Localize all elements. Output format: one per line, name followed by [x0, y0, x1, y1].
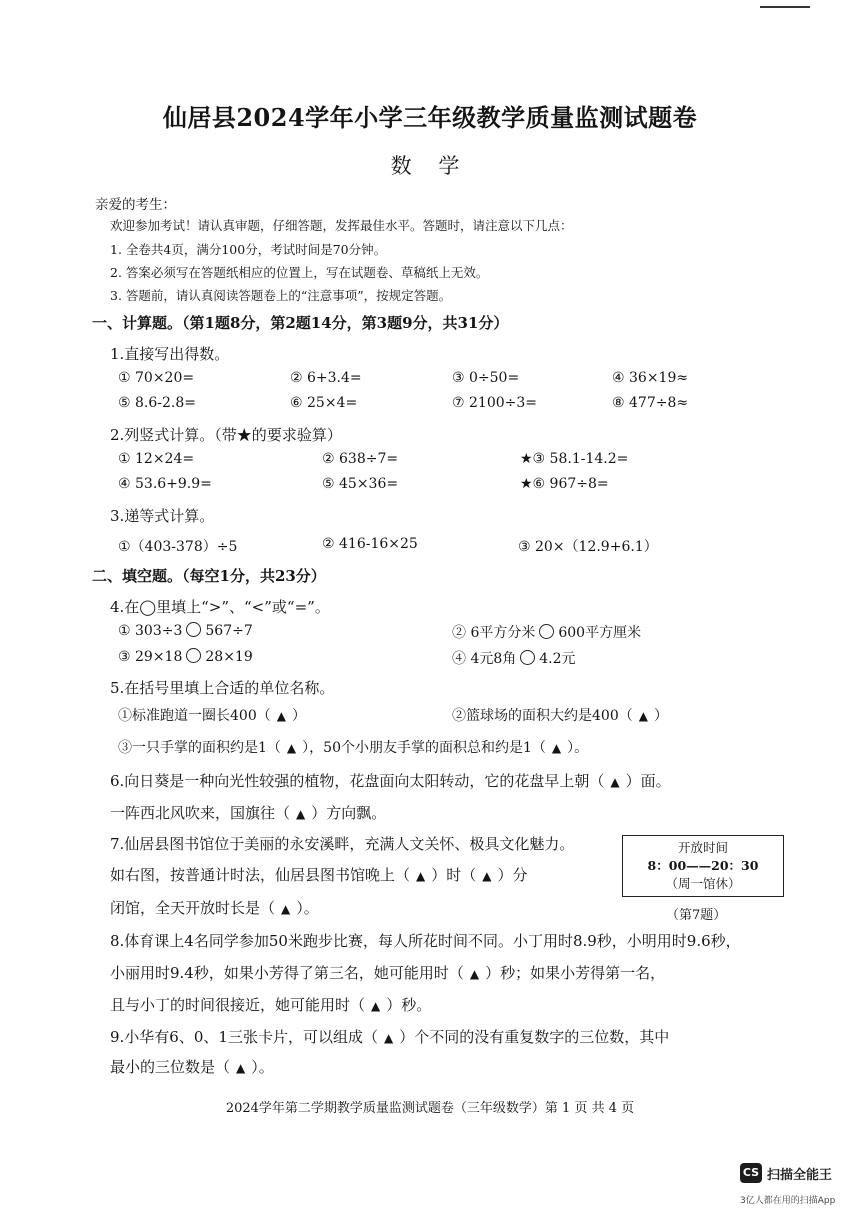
- question-1-title: 1.直接写出得数。: [110, 345, 230, 363]
- question-6-line: 6.向日葵是一种向光性较强的植物，花盘面向太阳转动，它的花盘早上朝（ ▲ ）面。: [110, 772, 671, 790]
- blank-marker: ▲: [281, 902, 291, 916]
- blank-marker: ▲: [296, 807, 306, 821]
- question-8-line: 小丽用时9.4秒，如果小芳得了第三名，她可能用时（ ▲ ）秒；如果小芳得第一名，: [110, 964, 666, 982]
- compare-item: ① 303÷3 567÷7: [118, 623, 253, 639]
- exam-title: 仙居县2024学年小学三年级教学质量监测试题卷: [162, 103, 698, 132]
- question-5-title: 5.在括号里填上合适的单位名称。: [110, 679, 335, 697]
- blank-marker: ▲: [371, 999, 381, 1013]
- opening-hours-time: 8：00——20：30: [647, 858, 759, 873]
- compare-item: ③ 29×18 28×19: [118, 649, 253, 665]
- scanner-logo-icon: CS: [740, 1163, 762, 1183]
- question-7-line: 闭馆，全天开放时长是（ ▲ ）。: [110, 899, 319, 917]
- subject-title: 数 学: [390, 154, 470, 178]
- answer-circle: [186, 622, 201, 637]
- question-2-title: 2.列竖式计算。（带★的要求验算）: [110, 426, 342, 444]
- blank-marker: ▲: [469, 967, 480, 981]
- blank-marker: ▲: [286, 741, 297, 755]
- question-8-line: 8.体育课上4名同学参加50米跑步比赛，每人所花时间不同。小丁用时8.9秒，小明用时9.6秒，: [110, 932, 741, 950]
- calc-item: ⑧ 477÷8≈: [612, 395, 689, 411]
- answer-circle: [539, 624, 554, 639]
- calc-item: ①（403-378）÷5: [118, 539, 238, 555]
- calc-item: ② 6+3.4=: [290, 370, 362, 386]
- instruction-item: 1. 全卷共4页，满分100分，考试时间是70分钟。: [110, 242, 387, 257]
- answer-circle: [520, 650, 535, 665]
- instruction-intro: 欢迎参加考试！请认真审题，仔细答题，发挥最佳水平。答题时，请注意以下几点：: [110, 218, 573, 233]
- opening-hours-title: 开放时间: [677, 840, 728, 855]
- blank-marker: ▲: [416, 869, 426, 883]
- opening-hours-box: [622, 835, 784, 897]
- question-5-line: ③一只手掌的面积约是1（ ▲ ），50个小朋友手掌的面积总和约是1（ ▲ ）。: [118, 740, 589, 756]
- calc-item: ① 12×24=: [118, 451, 195, 467]
- blank-marker: ▲: [236, 1061, 246, 1075]
- calc-item: ① 70×20=: [118, 370, 195, 386]
- calc-item: ★⑥ 967÷8=: [520, 476, 609, 492]
- blank-marker: ▲: [610, 775, 620, 789]
- scanner-tagline: 3亿人都在用的扫描App: [740, 1196, 836, 1206]
- section-heading: 二、填空题。（每空1分，共23分）: [92, 567, 326, 585]
- section-heading: 一、计算题。（第1题8分，第2题14分，第3题9分，共31分）: [92, 314, 509, 332]
- greeting: 亲爱的考生：: [95, 197, 176, 213]
- calc-item: ③ 20×（12.9+6.1）: [518, 539, 658, 555]
- calc-item: ⑤ 8.6-2.8=: [118, 395, 196, 411]
- calc-item: ⑥ 25×4=: [290, 395, 358, 411]
- question-8-line: 且与小丁的时间很接近，她可能用时（ ▲ ）秒。: [110, 996, 432, 1014]
- blank-marker: ▲: [276, 709, 286, 723]
- question-5-line: ①标准跑道一圈长400（ ▲ ）: [118, 708, 306, 724]
- calc-item: ★③ 58.1-14.2=: [520, 451, 629, 467]
- question-5-line: ②篮球场的面积大约是400（ ▲ ）: [452, 708, 668, 724]
- instruction-item: 2. 答案必须写在答题纸相应的位置上，写在试题卷、草稿纸上无效。: [110, 265, 489, 280]
- calc-item: ④ 53.6+9.9=: [118, 476, 212, 492]
- question-6-line: 一阵西北风吹来，国旗往（ ▲ ）方向飘。: [110, 804, 387, 822]
- question-9-line: 最小的三位数是（ ▲ ）。: [110, 1058, 274, 1076]
- calc-item: ② 416-16×25: [322, 536, 418, 552]
- answer-circle: [186, 648, 201, 663]
- calc-item: ⑤ 45×36=: [322, 476, 399, 492]
- blank-marker: ▲: [482, 869, 492, 883]
- blank-marker: ▲: [638, 709, 648, 723]
- calc-item: ③ 0÷50=: [452, 370, 520, 386]
- calc-item: ④ 36×19≈: [612, 370, 689, 386]
- page-footer: 2024学年第二学期教学质量监测试题卷（三年级数学）第 1 页 共 4 页: [225, 1101, 635, 1116]
- instruction-item: 3. 答题前，请认真阅读答题卷上的“注意事项”，按规定答题。: [110, 288, 452, 303]
- question-4-title: 4.在◯里填上“>”、“<”或“=”。: [110, 598, 330, 616]
- compare-item: ② 6平方分米 600平方厘米: [452, 625, 642, 641]
- figure-caption: （第7题）: [666, 908, 727, 923]
- question-9-line: 9.小华有6、0、1三张卡片，可以组成（ ▲ ）个不同的没有重复数字的三位数，其中: [110, 1028, 670, 1046]
- scanner-app-name: 扫描全能王: [767, 1168, 833, 1183]
- compare-item: ④ 4元8角 4.2元: [452, 651, 576, 667]
- question-3-title: 3.递等式计算。: [110, 507, 215, 525]
- opening-hours-note: （周一馆休）: [665, 876, 741, 891]
- blank-marker: ▲: [383, 1031, 394, 1045]
- question-7-line: 如右图，按普通计时法，仙居县图书馆晚上（ ▲ ）时（ ▲ ）分: [110, 866, 528, 884]
- calc-item: ⑦ 2100÷3=: [452, 395, 537, 411]
- question-7-line: 7.仙居县图书馆位于美丽的永安溪畔，充满人文关怀、极具文化魅力。: [110, 835, 575, 853]
- blank-marker: ▲: [551, 741, 562, 755]
- calc-item: ② 638÷7=: [322, 451, 399, 467]
- scan-edge-line: [760, 6, 810, 8]
